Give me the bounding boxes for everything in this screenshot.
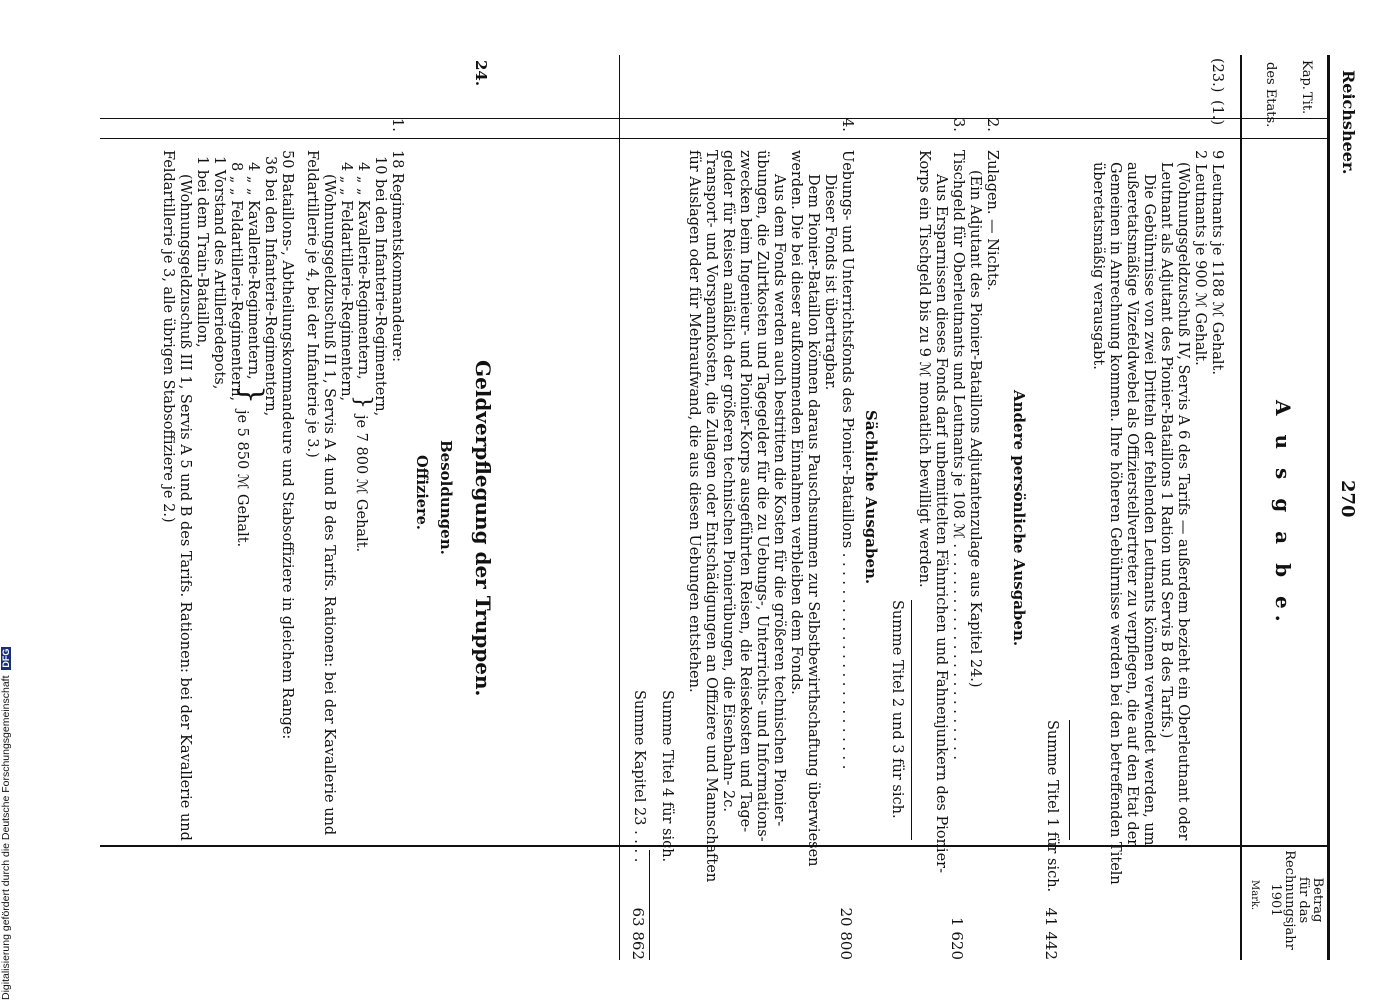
kap24-lines-b: 50 Bataillons-, Abtheilungskommandeure und Stabsoffiziere in gleichem Range: 36 bei den Infanterie-Regimentern, 4 „ „ Kavallerie-Regimentern, 8 „ „ Feldartillerie-Regimentern, 1 Vorstand des Artilleriedepots, 1 bei dem Train-Bataillon, (Wohnungsgeldzuschuß III 1, Servis A 5 und B des Tarifs. Rationen: bei der Kavallerie und Feldartillerie je 3, alle übrigen Stabsoffiziere je 2.) — [160, 150, 295, 841]
running-head-left: Reichsheer. — [1339, 70, 1358, 175]
brace-b: } — [234, 385, 269, 405]
heading-saechliche: Sächliche Ausgaben. — [862, 410, 880, 585]
header-mark: Mark. — [1249, 880, 1260, 911]
top-rule — [1327, 55, 1330, 960]
sum-rule-tit23 — [911, 600, 912, 840]
amount-tit3: 1 620 — [948, 917, 966, 960]
amount-tit4: 20 800 — [837, 907, 855, 960]
header-betrag: Betrag für das Rechnungsjahr 1901 — [1268, 850, 1325, 950]
section-title: A u s g a b e. — [1271, 400, 1295, 628]
kap24-sub2: Offiziere. — [413, 455, 430, 530]
kap24-sub1: Besoldungen. — [437, 440, 455, 555]
sum-kap23: Summe Kapitel 23 . . . . — [631, 690, 647, 863]
digitization-notice — [0, 600, 20, 1000]
header-tit: Tit. — [1299, 92, 1314, 115]
tit2-num: 2. — [984, 118, 1000, 132]
heading-andere: Andere persönliche Ausgaben. — [1010, 390, 1028, 647]
amount-kap23: 63 862 — [629, 907, 647, 960]
sum-tit4: Summe Titel 4 für sich. — [659, 690, 675, 863]
tit4-text: Uebungs- und Unterrichtsfonds des Pionier-Bataillons . . . . . . . . . . . . . . . . . . . . . . . . Dieser Fonds ist übertragbar. Dem Pionier-Bataillon können daraus Pauschsummen zur Selbstbewirthschaftung überwiesen werden. Die bei dieser aufkommenden Einnahmen verbleiben dem Fonds. Aus dem Fonds werden auch bestritten die Kosten für die größeren technischen Pionier- übungen, die Zulrtkosten und Tagegelder für die zu Uebungs-, Unterrichts- und Informations- zwecken beim Ingenieur- und Pionier-Korps ausgeführten Reisen, die Reisekosten und Tage- gelder für Reisen anläßlich der größeren technischen Pionierübungen, die Eisenbahn- 2c. Transport- und Vorspannkosten, die Zulagen oder Entschädigungen an Offiziere und Mannschaften für Auslagen oder für Mehraufwand, die aus diesen Uebungen entstehen. — [686, 150, 855, 883]
kap24-lines-a: 18 Regimentskommandeure: 10 bei den Infanterie-Regimentern, 4 „ „ Kavallerie-Regimentern, 4 „ „ Feldartillerie-Regimentern, (Wohnungsgeldzuschuß II 1, Servis A 4 und B des Tarifs. Rationen: bei der Kavallerie und Feldartillerie je 4, bei der Infanterie je 3.) — [304, 150, 405, 836]
tit-ref: (1.) — [1209, 100, 1225, 126]
kap24-title: Geldverpflegung der Truppen. — [471, 360, 495, 697]
header-kap: Kap. — [1299, 60, 1314, 90]
amount-tit1: 41 442 — [1042, 907, 1060, 960]
rotated-document — [100, 0, 1380, 1000]
sum-tit23: Summe Titel 2 und 3 für sich. — [889, 600, 905, 819]
brace-a: } — [350, 395, 375, 409]
bracket-a-text: je 7 800 ℳ Gehalt. — [353, 415, 369, 553]
column-rule-tit — [100, 138, 1330, 139]
sum-tit1: Summe Titel 1 für sich. — [1044, 720, 1060, 893]
sum-rule-tit1 — [1069, 720, 1070, 840]
tit2-note: (Ein Adjutant des Pionier-Bataillons Adjutantenzulage aus Kapitel 24.) — [967, 170, 983, 688]
kap24-tit-num: 1. — [389, 118, 405, 132]
digitization-text: Digitalisierung gefördert durch die Deutsche Forschungsgemeinschaft — [0, 675, 12, 1000]
header-des-etats: des Etats. — [1263, 62, 1278, 128]
tit1-text: 9 Leutnants je 1188 ℳ Gehalt. 2 Leutnants je 900 ℳ Gehalt. (Wohnungsgeldzuschuß IV, Servis A 6 des Tarifs — außerdem bezieht ein Oberleutnant oder Leutnant als Adjutant des Pionier-Bataillons 1 Ration und Servis B des Tarifs.) Die Gebührnisse von zwei Dritteln der fehlenden Leutnants können verwendet werden, um außeretatsmäßige Vizefeldwebel als Offizierstellvertreter zu verpflegen, die auf den Etat der Gemeinen in Anrechnung kommen. Ihre höheren Gebührnisse werden bei den betreffenden Titeln überetatsmäßig verausgabt. — [1090, 150, 1225, 885]
tit2-text: Zulagen. — Nichts. — [984, 150, 1000, 291]
kapitel-rule — [619, 55, 620, 960]
sum-rule-kap23 — [649, 850, 650, 960]
header-rule — [1240, 55, 1242, 960]
column-rule-kap — [100, 118, 1330, 119]
kap-ref: (23.) — [1209, 58, 1225, 93]
dfg-logo: DFG — [1, 648, 11, 668]
kap24-num: 24. — [472, 60, 490, 87]
bracket-b-text: je 5 850 ℳ Gehalt. — [234, 410, 250, 548]
tit3-num: 3. — [950, 118, 966, 132]
tit4-num: 4. — [839, 118, 855, 132]
tit3-text: Tischgeld für Oberleutnants und Leutnants je 108 ℳ . . . . . . . . . . . . . . . . . . . . . . . . Aus Ersparnissen dieses Fonds darf unbemittelten Fähnrichen und Fahnenjunkern des Pionier- Korps ein Tischgeld bis zu 9 ℳ monatlich bewilligt werden. — [916, 150, 966, 873]
page-number: 270 — [1337, 480, 1358, 518]
